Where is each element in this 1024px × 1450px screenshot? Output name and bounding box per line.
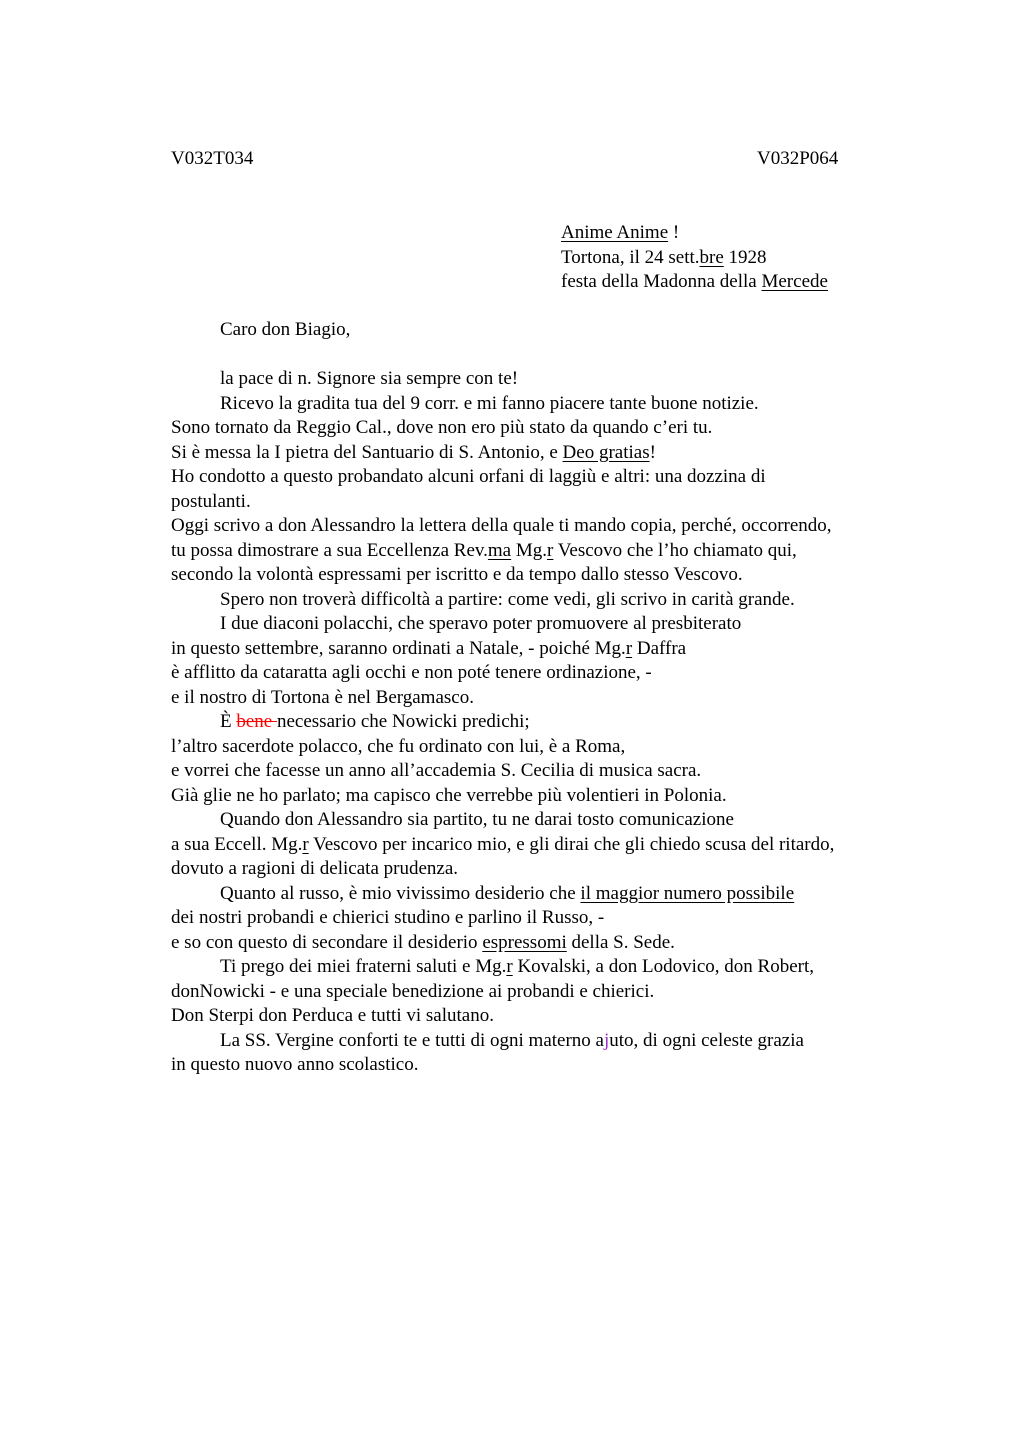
letter-line: e il nostro di Tortona è nel Bergamasco. <box>171 686 474 708</box>
struck-word: bene <box>236 711 277 732</box>
letter-line: tu possa dimostrare a sua Eccellenza Rev.ma Mg.r Vescovo che l’ho chiamato qui, <box>171 539 797 561</box>
heading-feast: festa della Madonna della Mercede <box>561 271 828 292</box>
letter-line: Oggi scrivo a don Alessandro la lettera della quale ti mando copia, perché, occorrendo, <box>171 515 832 536</box>
letter-body <box>171 318 911 1078</box>
letter-line: donNowicki - e una speciale benedizione ai probandi e chierici. <box>171 980 655 1002</box>
letter-line: in questo settembre, saranno ordinati a Natale, - poiché Mg.r Daffra <box>171 637 687 659</box>
letter-line: a sua Eccell. Mg.r Vescovo per incarico mio, e gli dirai che gli chiedo scusa del ritardo, <box>171 833 835 855</box>
letter-heading <box>561 221 828 295</box>
letter-line: Ho condotto a questo probandato alcuni orfani di laggiù e altri: una dozzina di <box>171 466 766 487</box>
highlighted-letter: j <box>603 1029 610 1051</box>
document-code-right: V032P064 <box>757 148 839 169</box>
letter-line: Si è messa la I pietra del Santuario di S. Antonio, e Deo gratias! <box>171 441 656 463</box>
heading-date: Tortona, il 24 sett.bre 1928 <box>561 246 767 268</box>
letter-line: è afflitto da cataratta agli occhi e non poté tenere ordinazione, - <box>171 662 652 683</box>
letter-line: la pace di n. Signore sia sempre con te! <box>220 368 519 389</box>
letter-line: I due diaconi polacchi, che speravo poter promuovere al presbiterato <box>220 613 742 634</box>
letter-line: La SS. Vergine conforti te e tutti di ogni materno ajuto, di ogni celeste grazia <box>220 1029 804 1051</box>
salutation: Caro don Biagio, <box>220 319 351 340</box>
letter-line: l’altro sacerdote polacco, che fu ordinato con lui, è a Roma, <box>171 735 626 757</box>
letter-line: Don Sterpi don Perduca e tutti vi salutano. <box>171 1005 494 1026</box>
letter-line: postulanti. <box>171 490 251 512</box>
letter-line: in questo nuovo anno scolastico. <box>171 1054 419 1075</box>
letter-line: dei nostri probandi e chierici studino e parlino il Russo, - <box>171 907 605 928</box>
document-code-left: V032T034 <box>171 148 254 169</box>
letter-line: e vorrei che facesse un anno all’accademia S. Cecilia di musica sacra. <box>171 760 702 781</box>
letter-line: Spero non troverà difficoltà a partire: come vedi, gli scrivo in carità grande. <box>220 588 795 610</box>
letter-line: Ricevo la gradita tua del 9 corr. e mi fanno piacere tante buone notizie. <box>220 392 759 414</box>
letter-line: È bene necessario che Nowicki predichi; <box>220 711 530 732</box>
letter-line: dovuto a ragioni di delicata prudenza. <box>171 858 459 879</box>
heading-invocation: Anime Anime ! <box>561 222 680 243</box>
letter-line: Sono tornato da Reggio Cal., dove non ero più stato da quando c’eri tu. <box>171 417 713 438</box>
letter-line: e so con questo di secondare il desiderio espressomi della S. Sede. <box>171 931 675 953</box>
letter-line: secondo la volontà espressami per iscritto e da tempo dallo stesso Vescovo. <box>171 564 743 585</box>
letter-line: Quanto al russo, è mio vivissimo desiderio che il maggior numero possibile <box>220 882 795 904</box>
letter-line: Ti prego dei miei fraterni saluti e Mg.r Kovalski, a don Lodovico, don Robert, <box>220 956 815 977</box>
blank-line <box>171 343 911 368</box>
letter-line: Quando don Alessandro sia partito, tu ne darai tosto comunicazione <box>220 809 734 830</box>
letter-line: Già glie ne ho parlato; ma capisco che verrebbe più volentieri in Polonia. <box>171 784 727 806</box>
